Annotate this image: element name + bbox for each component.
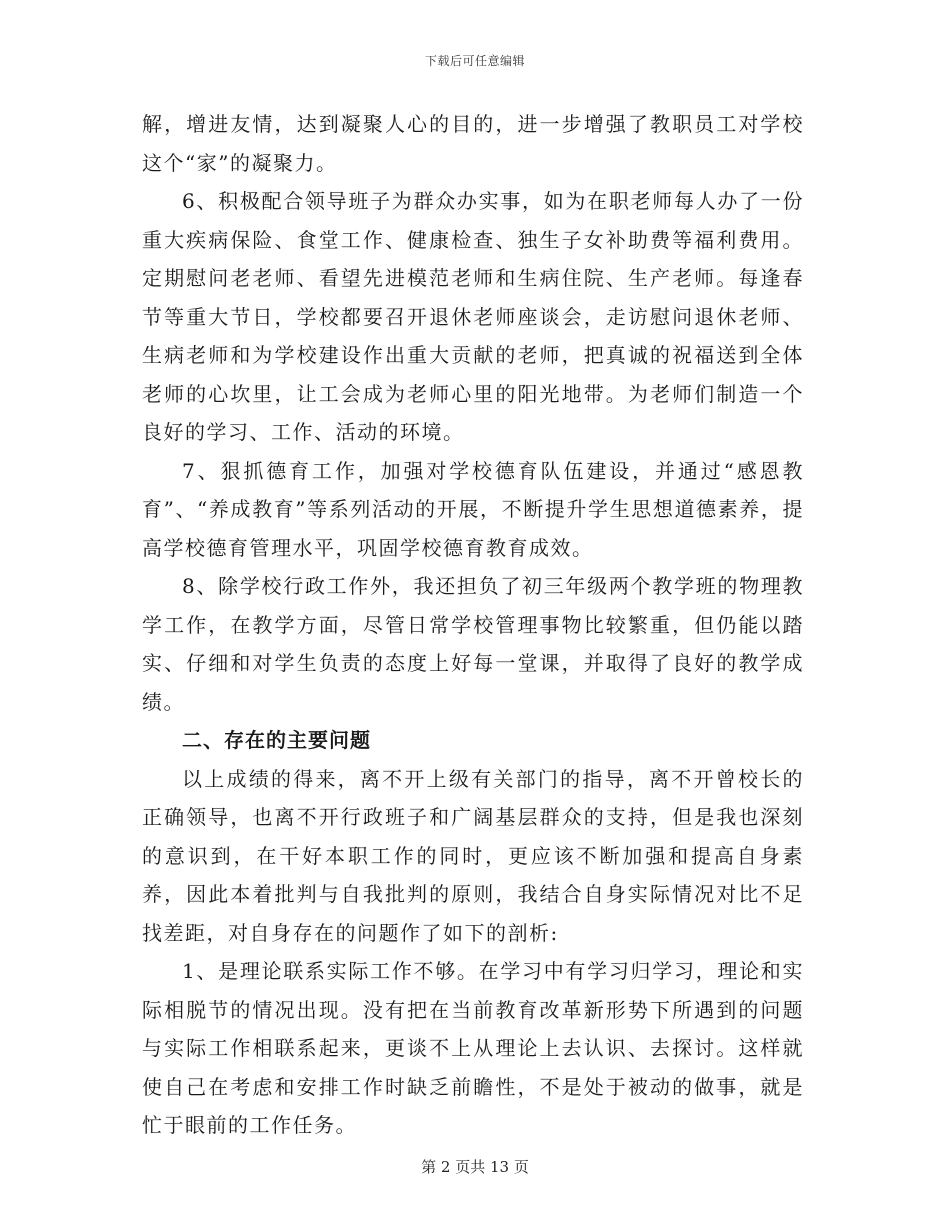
paragraph-item-7: 7、狠抓德育工作，加强对学校德育队伍建设，并通过“感恩教育”、“养成教育”等系列活动的开展，不断提升学生思想道德素养，提高学校德育管理水平，巩固学校德育教育成效。 [142,458,804,560]
section-heading: 二、存在的主要问题 [182,728,371,752]
page-header: 下载后可任意编辑 [424,54,525,68]
paragraph-problem-1: 1、是理论联系实际工作不够。在学习中有学习归学习，理论和实际相脱节的情况出现。没有把在当前教育改革新形势下所遇到的问题与实际工作相联系起来，更谈不上从理论上去认识、去探讨。这样就使自己在考虑和安排工作时缺乏前瞻性，不是处于被动的做事，就是忙于眼前的工作任务。 [142,959,804,1137]
page-footer: 第 2 页共 13 页 [421,1158,529,1176]
paragraph-item-6: 6、积极配合领导班子为群众办实事，如为在职老师每人办了一份重大疾病保险、食堂工作、健康检查、独生子女补助费等福利费用。定期慰问老老师、看望先进模范老师和生病住院、生产老师。每逢春节等重大节日，学校都要召开退休老师座谈会，走访慰问退休老师、生病老师和为学校建设作出重大贡献的老师，把真诚的祝福送到全体老师的心坎里，让工会成为老师心里的阳光地带。为老师们制造一个良好的学习、工作、活动的环境。 [142,189,804,444]
paragraph-intro: 以上成绩的得来，离不开上级有关部门的指导，离不开曾校长的正确领导，也离不开行政班子和广阔基层群众的支持，但是我也深刻的意识到，在干好本职工作的同时，更应该不断加强和提高自身素养，因此本着批判与自我批判的原则，我结合自身实际情况对比不足找差距，对自身存在的问题作了如下的剖析: [142,766,804,945]
paragraph-continuation: 解，增进友情，达到凝聚人心的目的，进一步增强了教职员工对学校这个“家”的凝聚力。 [142,112,804,175]
document-body [142,105,804,1145]
paragraph-item-8: 8、除学校行政工作外，我还担负了初三年级两个教学班的物理教学工作，在教学方面，尽管日常学校管理事物比较繁重，但仍能以踏实、仔细和对学生负责的态度上好每一堂课，并取得了良好的教学成绩。 [142,574,804,714]
